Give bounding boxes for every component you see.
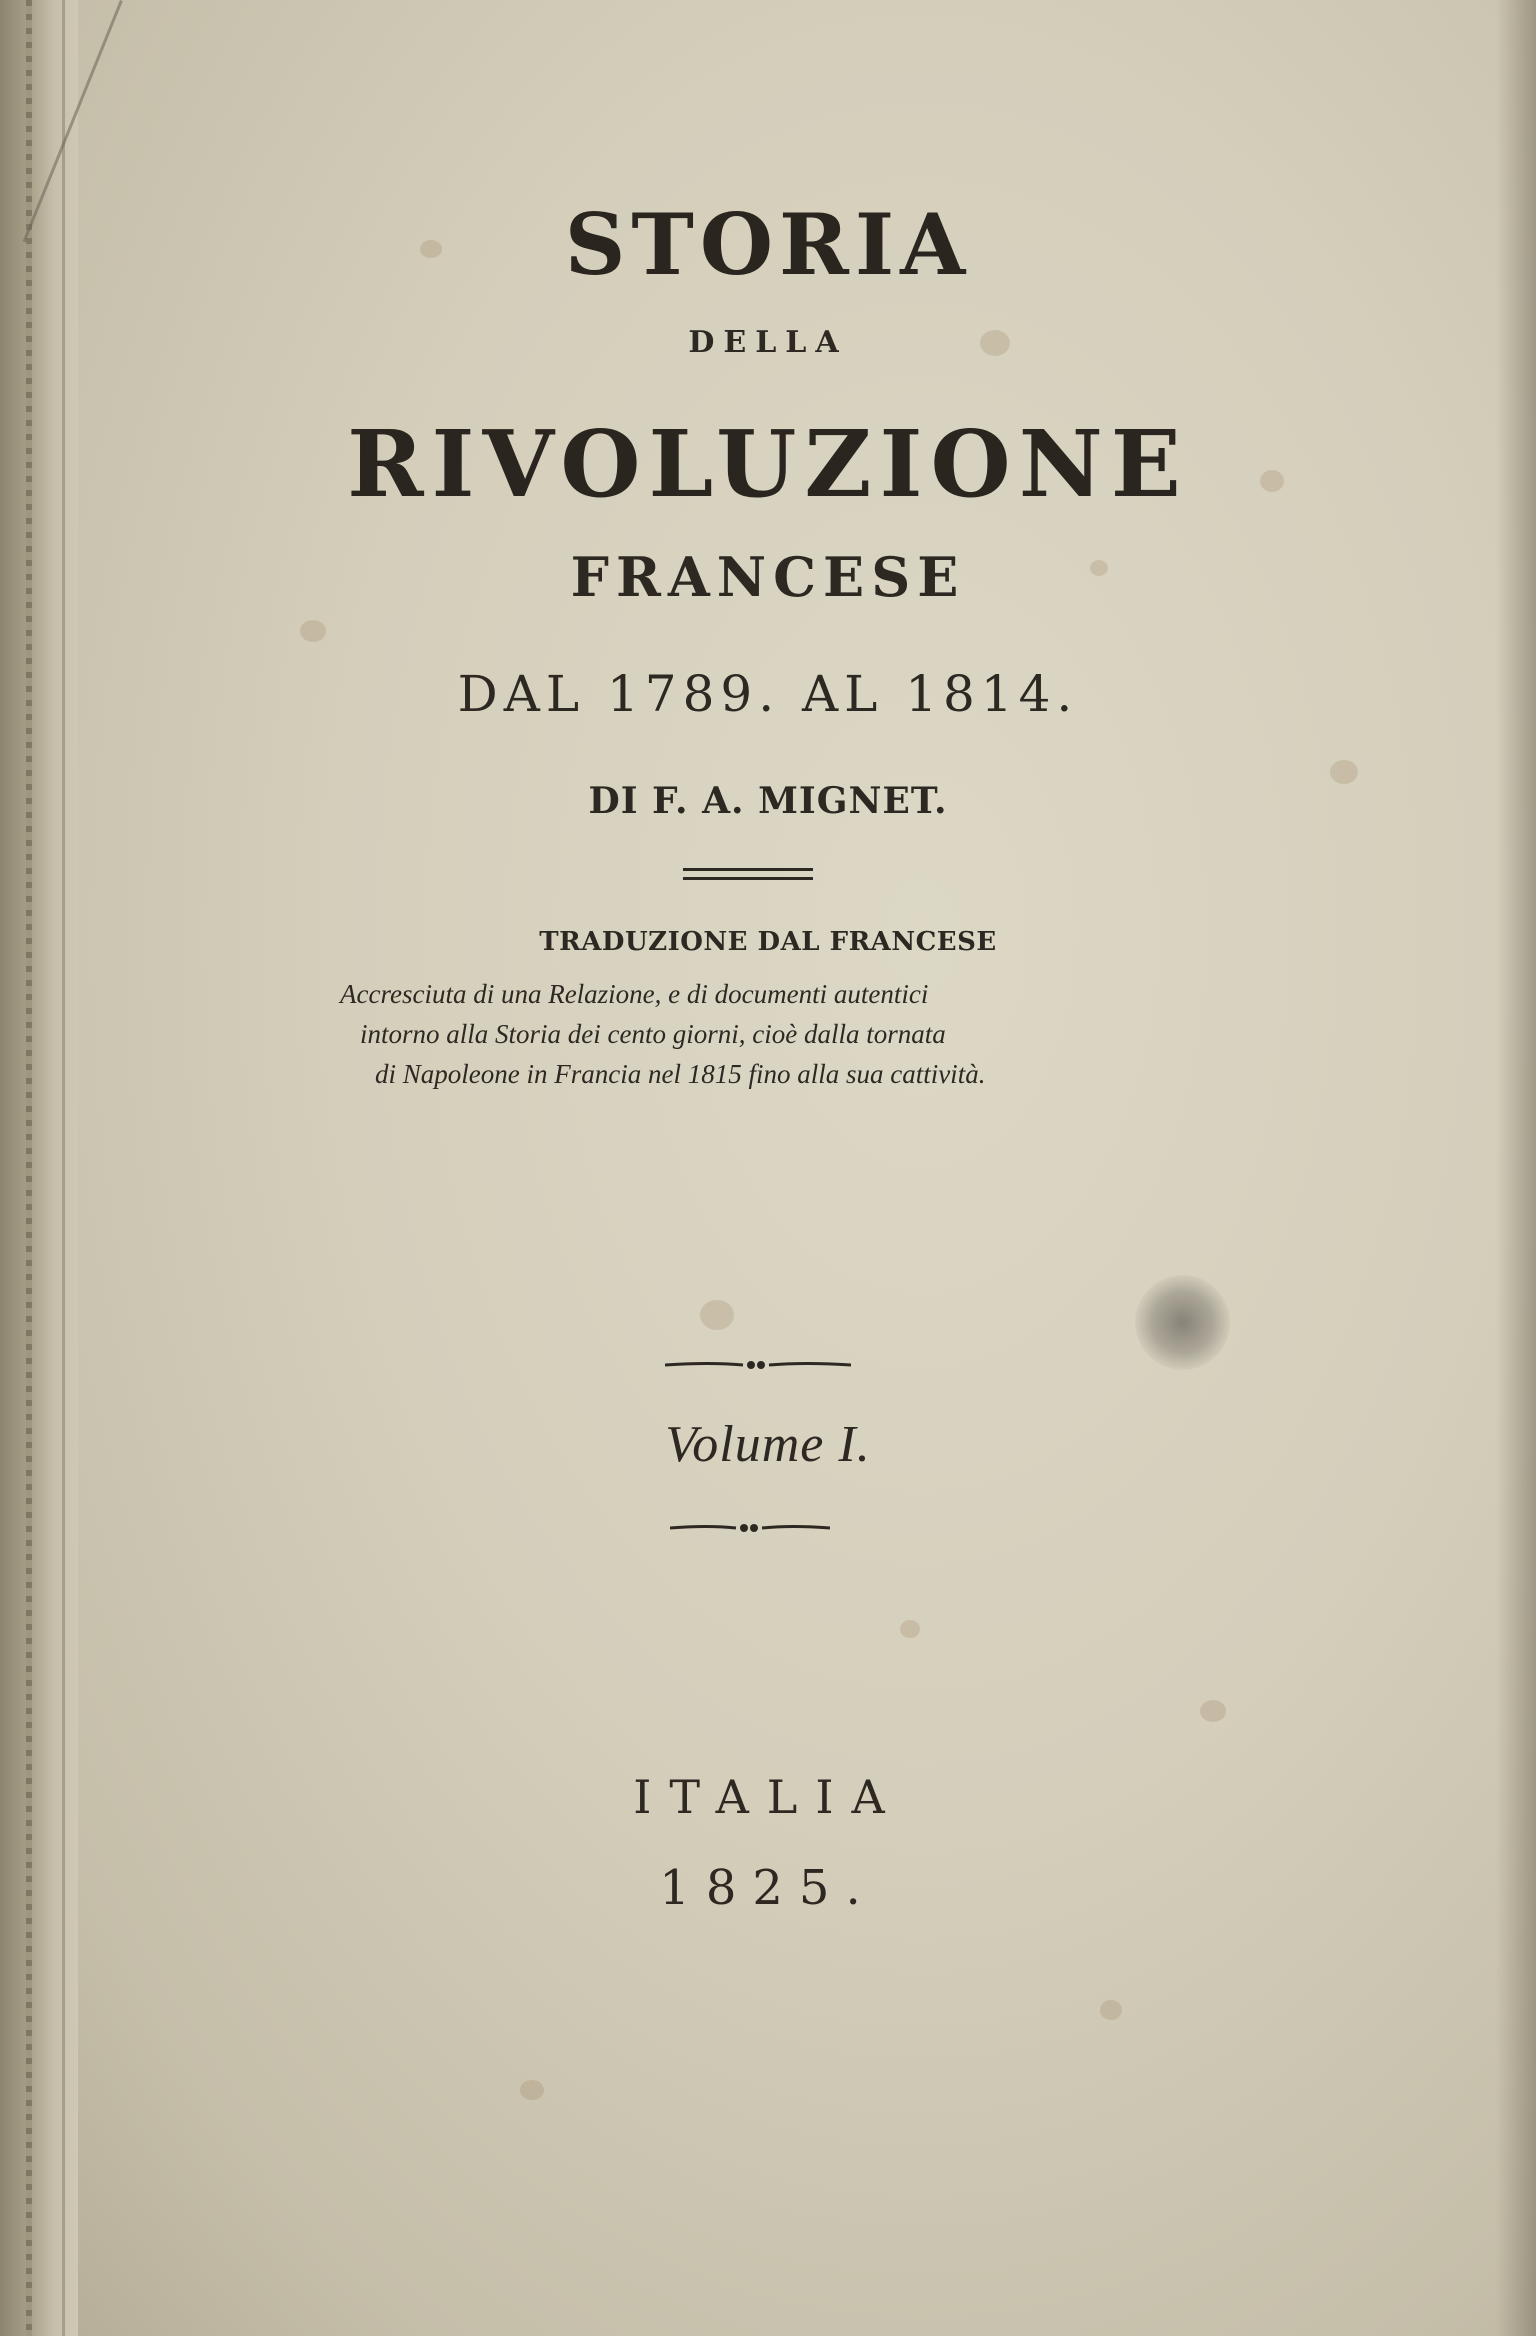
description-line: intorno alla Storia dei cento giorni, cioè dalla tornata (360, 1019, 946, 1049)
description-line: di Napoleone in Francia nel 1815 fino alla sua cattività. (375, 1059, 986, 1089)
foxing-stain (900, 1620, 920, 1638)
title-storia: STORIA (564, 195, 972, 294)
title-della: DELLA (688, 325, 848, 360)
translation-note: TRADUZIONE DAL FRANCESE (539, 927, 997, 957)
author-line: DI F. A. MIGNET. (588, 780, 948, 822)
imprint-place: ITALIA (633, 1770, 903, 1824)
ink-blot (1135, 1275, 1230, 1370)
title-rivoluzione: RIVOLUZIONE (347, 410, 1189, 518)
foxing-stain (1200, 1700, 1226, 1722)
foxing-stain (1100, 2000, 1122, 2020)
ornament-divider-top (665, 1355, 851, 1375)
double-rule-divider (683, 868, 813, 880)
description-line: Accresciuta di una Relazione, e di documenti autentici (340, 979, 929, 1009)
title-francese: FRANCESE (570, 545, 966, 609)
title-dates: DAL 1789. AL 1814. (457, 665, 1079, 723)
foxing-stain (520, 2080, 544, 2100)
ornament-divider-bottom (670, 1518, 830, 1538)
foxing-stain (700, 1300, 734, 1330)
foxing-stain (300, 620, 326, 642)
volume-label: Volume I. (665, 1416, 871, 1473)
imprint-year: 1825. (659, 1860, 877, 1916)
